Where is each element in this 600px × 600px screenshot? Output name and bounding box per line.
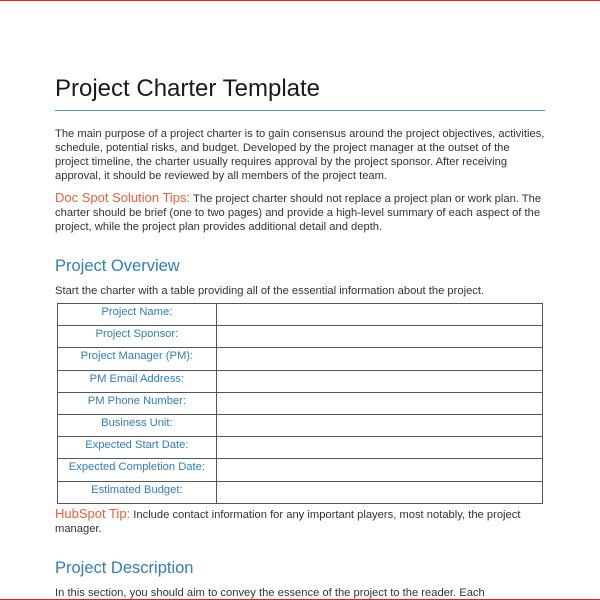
row-value-cell[interactable] (216, 326, 542, 348)
project-overview-table (57, 303, 543, 504)
document-title: Project Charter Template (55, 74, 545, 111)
tips-paragraph (55, 191, 545, 234)
row-label: PM Email Address: (58, 370, 217, 392)
overview-intro: Start the charter with a table providing all of the essential information about the project. (55, 285, 485, 297)
row-value-cell[interactable] (216, 437, 542, 459)
table-row (58, 370, 543, 392)
hubspot-tip-text: Include contact information for any important players, most notably, the project manager. (55, 508, 521, 535)
row-label: Expected Completion Date: (58, 459, 217, 481)
overview-heading: Project Overview (55, 257, 180, 275)
row-label: Expected Start Date: (58, 437, 217, 459)
row-label: Project Manager (PM): (58, 348, 217, 370)
row-label: PM Phone Number: (58, 392, 217, 414)
table-row (58, 459, 543, 481)
hubspot-tip-label: HubSpot Tip: (55, 505, 131, 521)
row-value-cell[interactable] (216, 348, 542, 370)
tips-text: The project charter should not replace a project plan or work plan. The charter should be brief (one to two pages) and provide a high-level summary of each aspect of the project, while the project plan provides additional detail and depth. (55, 193, 542, 233)
table-row (58, 348, 543, 370)
table-row (58, 481, 543, 503)
row-value-cell[interactable] (216, 481, 542, 503)
row-value-cell[interactable] (216, 459, 542, 481)
intro-paragraph: The main purpose of a project charter is to gain consensus around the project objectives, activities, schedule, potential risks, and budget. Developed by the project manager at the outset of the project timeline, the charter usually requires approval by the project sponsor. After receiving approval, it should be reviewed by all members of the project team. (55, 128, 545, 182)
row-value-cell[interactable] (216, 392, 542, 414)
description-heading: Project Description (55, 558, 194, 577)
row-value-cell[interactable] (216, 414, 542, 436)
hubspot-tip-paragraph (55, 507, 545, 536)
table-row (58, 304, 543, 326)
row-label: Project Sponsor: (58, 326, 217, 348)
row-value-cell[interactable] (216, 370, 542, 392)
table-row (58, 414, 543, 436)
table-row (58, 392, 543, 414)
document-page (55, 74, 545, 600)
table-row (58, 326, 543, 348)
table-row (58, 437, 543, 459)
description-intro: In this section, you should aim to convey the essence of the project to the reader. Each (55, 586, 485, 599)
tips-label: Doc Spot Solution Tips: (55, 190, 191, 205)
row-label: Project Name: (58, 304, 217, 326)
row-label: Business Unit: (58, 414, 217, 436)
row-label: Estimated Budget: (58, 481, 217, 503)
row-value-cell[interactable] (216, 304, 542, 326)
